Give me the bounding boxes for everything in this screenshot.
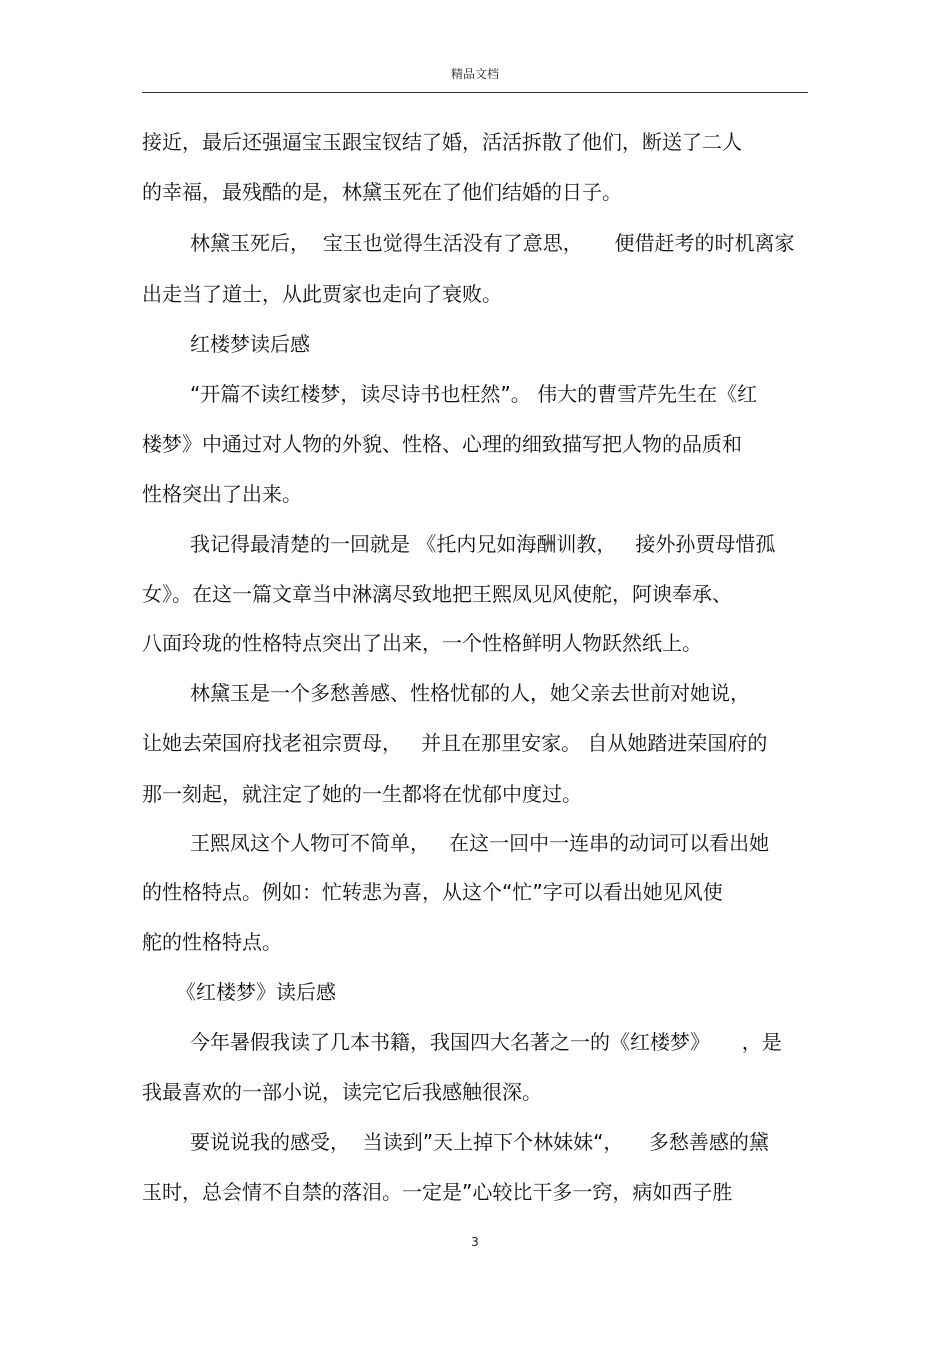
text-line: 让她去荣国府找老祖宗贾母， 并且在那里安家。 自从她踏进荣国府的 xyxy=(142,731,768,755)
text-line: 玉时，总会情不自禁的落泪。一定是”心较比干多一窍，病如西子胜 xyxy=(142,1180,733,1204)
text-line: 出走当了道士，从此贾家也走向了衰败。 xyxy=(142,282,502,306)
text-line: 性格突出了出来。 xyxy=(142,482,302,506)
text-line: 的幸福，最残酷的是，林黛玉死在了他们结婚的日子。 xyxy=(142,180,622,204)
page-number: 3 xyxy=(471,1235,479,1249)
text-line: 要说说我的感受， 当读到”天上掉下个林妹妹“， 多愁善感的黛 xyxy=(190,1130,769,1154)
header-title: 精品文档 xyxy=(450,67,499,81)
text-line: 我记得最清楚的一回就是 《托内兄如海酬训教， 接外孙贾母惜孤 xyxy=(190,532,776,556)
text-line: 女》。在这一篇文章当中淋漓尽致地把王熙凤见风使舵，阿谀奉承、 xyxy=(142,582,732,606)
text-line: 我最喜欢的一部小说，读完它后我感触很深。 xyxy=(142,1080,542,1104)
text-line: 楼梦》中通过对人物的外貌、性格、心理的细致描写把人物的品质和 xyxy=(142,432,742,456)
text-line: 林黛玉死后， 宝玉也觉得生活没有了意思， 便借赶考的时机离家 xyxy=(190,231,795,255)
text-line: 的性格特点。例如：忙转悲为喜，从这个“忙”字可以看出她见风使 xyxy=(142,880,723,904)
text-line: 八面玲珑的性格特点突出了出来，一个性格鲜明人物跃然纸上。 xyxy=(142,631,702,655)
text-line: 舵的性格特点。 xyxy=(142,930,282,954)
text-line: 王熙凤这个人物可不简单， 在这一回中一连串的动词可以看出她 xyxy=(190,831,770,855)
header-divider xyxy=(142,92,808,93)
text-line: 今年暑假我读了几本书籍，我国四大名著之一的《红楼梦》 ，是 xyxy=(190,1030,782,1054)
text-line: “开篇不读红楼梦，读尽诗书也枉然”。 伟大的曹雪芹先生在《红 xyxy=(190,382,758,406)
text-line: 接近，最后还强逼宝玉跟宝钗结了婚，活活拆散了他们，断送了二人 xyxy=(142,130,742,154)
section-heading: 《红楼梦》读后感 xyxy=(176,980,336,1004)
text-line: 那一刻起，就注定了她的一生都将在忧郁中度过。 xyxy=(142,782,582,806)
text-line: 林黛玉是一个多愁善感、性格忧郁的人，她父亲去世前对她说， xyxy=(190,681,750,705)
section-heading: 红楼梦读后感 xyxy=(190,332,310,356)
